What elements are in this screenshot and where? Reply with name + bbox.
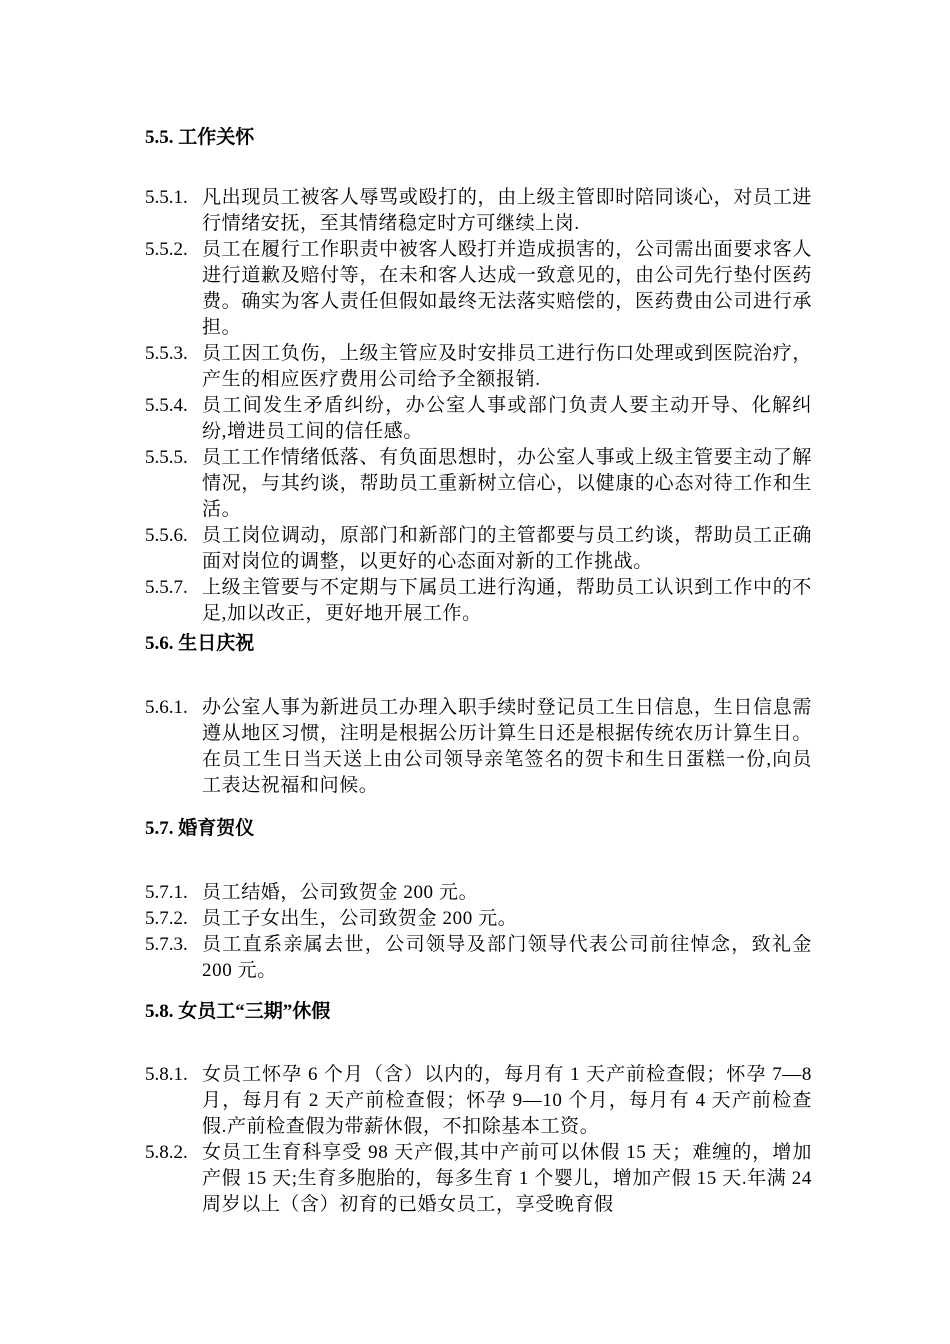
item-number: 5.6.1.: [145, 697, 188, 718]
item-text: 员工结婚，公司致贺金 200 元。: [202, 882, 479, 903]
section-female-leave: [145, 999, 825, 1218]
item-text: 员工子女出生，公司致贺金 200 元。: [202, 908, 518, 929]
item-number: 5.5.2.: [145, 239, 188, 260]
item-number: 5.5.4.: [145, 395, 188, 416]
item-list: [145, 1062, 825, 1218]
section-heading: 5.5. 工作关怀: [145, 127, 255, 148]
item-number: 5.5.5.: [145, 447, 188, 468]
item-number: 5.8.1.: [145, 1064, 188, 1085]
list-item: [145, 1062, 825, 1140]
list-item: [145, 1140, 825, 1218]
item-text: 凡出现员工被客人辱骂或殴打的，由上级主管即时陪同谈心，对员工进行情绪安抚，至其情绪稳定时方可继续上岗.: [202, 187, 812, 234]
item-text: 女员工怀孕 6 个月（含）以内的，每月有 1 天产前检查假；怀孕 7—8 月，每月有 2 天产前检查假；怀孕 9—10 个月，每月有 4 天产前检查假.产前检查假为带薪休假，不扣除基本工资。: [202, 1064, 812, 1137]
item-text: 员工在履行工作职责中被客人殴打并造成损害的，公司需出面要求客人进行道歉及赔付等，在未和客人达成一致意见的，由公司先行垫付医药费。确实为客人责任但假如最终无法落实赔偿的，医药费由公司进行承担。: [202, 239, 812, 338]
list-item: [145, 880, 825, 906]
section-heading: 5.7. 婚育贺仪: [145, 818, 255, 839]
section-birthday: [145, 631, 825, 799]
item-number: 5.8.2.: [145, 1142, 188, 1163]
list-item: [145, 523, 825, 575]
item-number: 5.5.7.: [145, 577, 188, 598]
item-number: 5.7.2.: [145, 908, 188, 929]
list-item: [145, 932, 825, 984]
item-list: [145, 185, 825, 627]
list-item: [145, 393, 825, 445]
item-text: 上级主管要与不定期与下属员工进行沟通，帮助员工认识到工作中的不足,加以改正，更好地开展工作。: [202, 577, 812, 624]
list-item: [145, 695, 825, 799]
item-number: 5.7.1.: [145, 882, 188, 903]
list-item: [145, 906, 825, 932]
item-text: 员工因工负伤，上级主管应及时安排员工进行伤口处理或到医院治疗，产生的相应医疗费用公司给予全额报销.: [202, 343, 812, 390]
item-text: 员工工作情绪低落、有负面思想时，办公室人事或上级主管要主动了解情况，与其约谈，帮助员工重新树立信心，以健康的心态对待工作和生活。: [202, 447, 812, 520]
item-number: 5.5.1.: [145, 187, 188, 208]
item-text: 办公室人事为新进员工办理入职手续时登记员工生日信息，生日信息需遵从地区习惯，注明是根据公历计算生日还是根据传统农历计算生日。在员工生日当天送上由公司领导亲笔签名的贺卡和生日蛋糕一份,向员工表达祝福和问候。: [202, 697, 812, 796]
item-number: 5.7.3.: [145, 934, 188, 955]
list-item: [145, 575, 825, 627]
list-item: [145, 341, 825, 393]
item-text: 员工直系亲属去世，公司领导及部门领导代表公司前往悼念，致礼金 200 元。: [202, 934, 812, 981]
section-heading: 5.6. 生日庆祝: [145, 633, 255, 654]
list-item: [145, 185, 825, 237]
item-text: 女员工生育科享受 98 天产假,其中产前可以休假 15 天；难缠的，增加产假 15 天;生育多胞胎的，每多生育 1 个婴儿，增加产假 15 天.年满 24 周岁以上（含）初育的已婚女员工，享受晚育假: [202, 1142, 812, 1215]
item-text: 员工间发生矛盾纠纷，办公室人事或部门负责人要主动开导、化解纠纷,增进员工间的信任感。: [202, 395, 812, 442]
item-number: 5.5.6.: [145, 525, 188, 546]
section-wedding-birth: [145, 816, 825, 984]
section-work-care: [145, 125, 825, 627]
item-number: 5.5.3.: [145, 343, 188, 364]
list-item: [145, 237, 825, 341]
item-list: [145, 880, 825, 984]
list-item: [145, 445, 825, 523]
item-text: 员工岗位调动，原部门和新部门的主管都要与员工约谈，帮助员工正确面对岗位的调整，以更好的心态面对新的工作挑战。: [202, 525, 812, 572]
item-list: [145, 695, 825, 799]
section-heading: 5.8. 女员工“三期”休假: [145, 1001, 331, 1022]
